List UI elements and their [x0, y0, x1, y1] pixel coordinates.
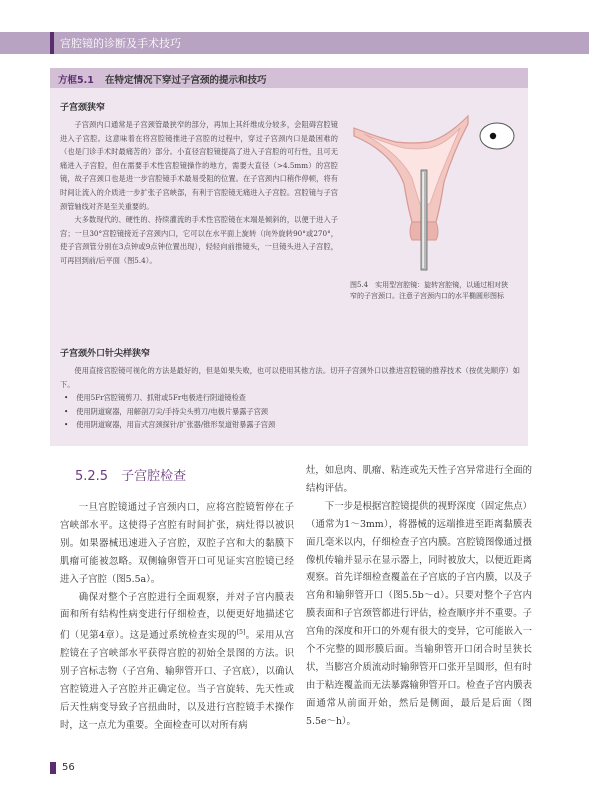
tips-box-header [50, 68, 528, 88]
figure-5-4-hysteroscope-illustration [350, 100, 520, 272]
box-title: 在特定情况下穿过子宫颈的提示和技巧 [105, 75, 267, 86]
technique-item: • 使用5Fr宫腔镜剪刀、抓钳或5Fr电极进行阴道镜检查 [64, 391, 275, 405]
body-paragraph: 下一步是根据宫腔镜提供的视野深度（固定焦点）（通常为1～3mm），将器械的远端推进至距离黏膜表面几毫米以内，仔细检查子宫内膜。宫腔镜图像通过摄像机传输并显示在显示器上，同时被放大，以便近距离观察。首先详细检查覆盖在子宫底的子宫内膜，以及子宫角和输卵管开口（图5.5b～d）。只要对整个子宫内膜表面和子宫颈管都进行评估，检查顺序并不重要。子宫角的深度和开口的外观有很大的变异，它可能嵌入一个不完整的圆形膜后面。当输卵管开口闭合时呈狭长状，当膨宫介质流动时输卵管开口张开呈圆形，但有时由于粘连覆盖而无法暴露输卵管开口。检查子宫内膜表面通常从前面开始，然后是侧面，最后是后面（图5.5e～h）。 [306, 500, 532, 727]
box-section-cervical-stenosis-text [60, 118, 338, 268]
body-paragraph: 灶，如息肉、肌瘤、粘连或先天性子宫异常进行全面的结构评估。 [306, 465, 532, 494]
body-paragraph: 一旦宫腔镜通过子宫颈内口，应将宫腔镜暂停在子宫峡部水平。这使得子宫腔有时间扩张，病灶得以被识别。如果器械迅速进入子宫腔，双腔子宫和大的黏膜下肌瘤可能被忽略。双侧输卵管开口可见证实宫腔镜已经进入子宫腔（图5.5a）。 [60, 502, 294, 585]
body-text: 确保对整个子宫腔进行全面观察，并对子宫内膜表面和所有结构性病变进行仔细检查，以便更好地描述它们（见第4章）。这是通过系统检查实现的 [60, 591, 294, 642]
left-column [60, 499, 294, 735]
hysteroscope-highlight [423, 172, 424, 268]
technique-item: • 使用阴道窥器，用盲式宫颈探针/扩张器/锥形泵道钳暴露子宫颈 [64, 418, 275, 432]
technique-item: • 使用阴道窥器，用解剖刀尖/手持尖头剪刀/电极片暴露子宫颈 [64, 405, 275, 419]
body-paragraph [60, 589, 294, 735]
section-title: 5.2.5 子宫腔检查 [75, 469, 187, 484]
footer-accent [50, 762, 56, 774]
right-column [306, 462, 532, 731]
running-header-accent [50, 32, 54, 54]
cervical-os-ellipse-icon [480, 123, 514, 149]
os-dot-icon [490, 133, 496, 139]
box-section-pinpoint-stenosis-title: 子宫颈外口针尖样狭窄 [60, 349, 151, 359]
box-number: 方框5.1 [58, 75, 94, 86]
box-paragraph: 子宫颈内口通常是子宫颈管最狭窄的部分，再加上其纤维成分较多，会阻碍宫腔镜进入子宫腔。这意味着在将宫腔镜推进子宫腔的过程中，穿过子宫颈内口是最困难的（也是门诊手术时最痛苦的）部分。小直径宫腔镜提高了进入子宫腔的可行性，且可无痛进入子宫腔，但在需要手术性宫腔镜操作的地方，需要大直径（>4.5mm）的宫腔镜，故子宫颈口也是进一步宫腔镜手术最易受阻的位置。在子宫颈内口稍作停顿，将有时间让流入的介质进一步扩张子宫峡部，有利于宫腔镜无痛进入子宫腔。宫腔镜与子宫颈管轴线对齐是至关重要的。 [60, 120, 338, 211]
box-section-cervical-stenosis-title: 子宫颈狭窄 [60, 103, 106, 113]
box-section-pinpoint-stenosis-text [60, 364, 520, 391]
hysteroscope-shaft [421, 170, 427, 270]
box-paragraph: 使用直接宫腔镜可视化的方法是最好的，但是如果失败，也可以使用其他方法。切开子宫颈外口以推进宫腔镜的推荐技术（按优先顺序）如下。 [60, 366, 520, 389]
page-number: 56 [62, 762, 75, 773]
figure-5-4-caption: 图5.4 实用型宫腔镜：旋转宫腔镜，以通过相对狭窄的子宫颈口。注意子宫颈内口的水平椭圆形图标 [350, 281, 509, 300]
box-paragraph: 大多数现代的、硬性的、持续灌流的手术性宫腔镜在末端是倾斜的，以便于进入子宫；一旦30°宫腔镜接近子宫颈内口，它可以在水平面上旋转（向外旋转90°或270°，使子宫颈管分别在3点钟或9点钟位置出现），轻轻向前推镜头，一旦镜头进入子宫腔，可再回到前/后平面（图5.4）。 [60, 215, 338, 265]
technique-list [64, 391, 275, 432]
running-header-title: 宫腔镜的诊断及手术技巧 [60, 37, 181, 50]
citation-ref: [5] [236, 629, 246, 637]
body-text: 。采用从宫腔镜在子宫峡部水平获得宫腔的初始全景图的方法。识别子宫标志物（子宫角、输卵管开口、子宫底），以确认宫腔镜进入子宫腔并正确定位。当子宫旋转、先天性或后天性病变导致子宫扭曲时，以及进行宫腔镜手术操作时，这一点尤为重要。全面检查可以对所有病 [60, 630, 294, 731]
